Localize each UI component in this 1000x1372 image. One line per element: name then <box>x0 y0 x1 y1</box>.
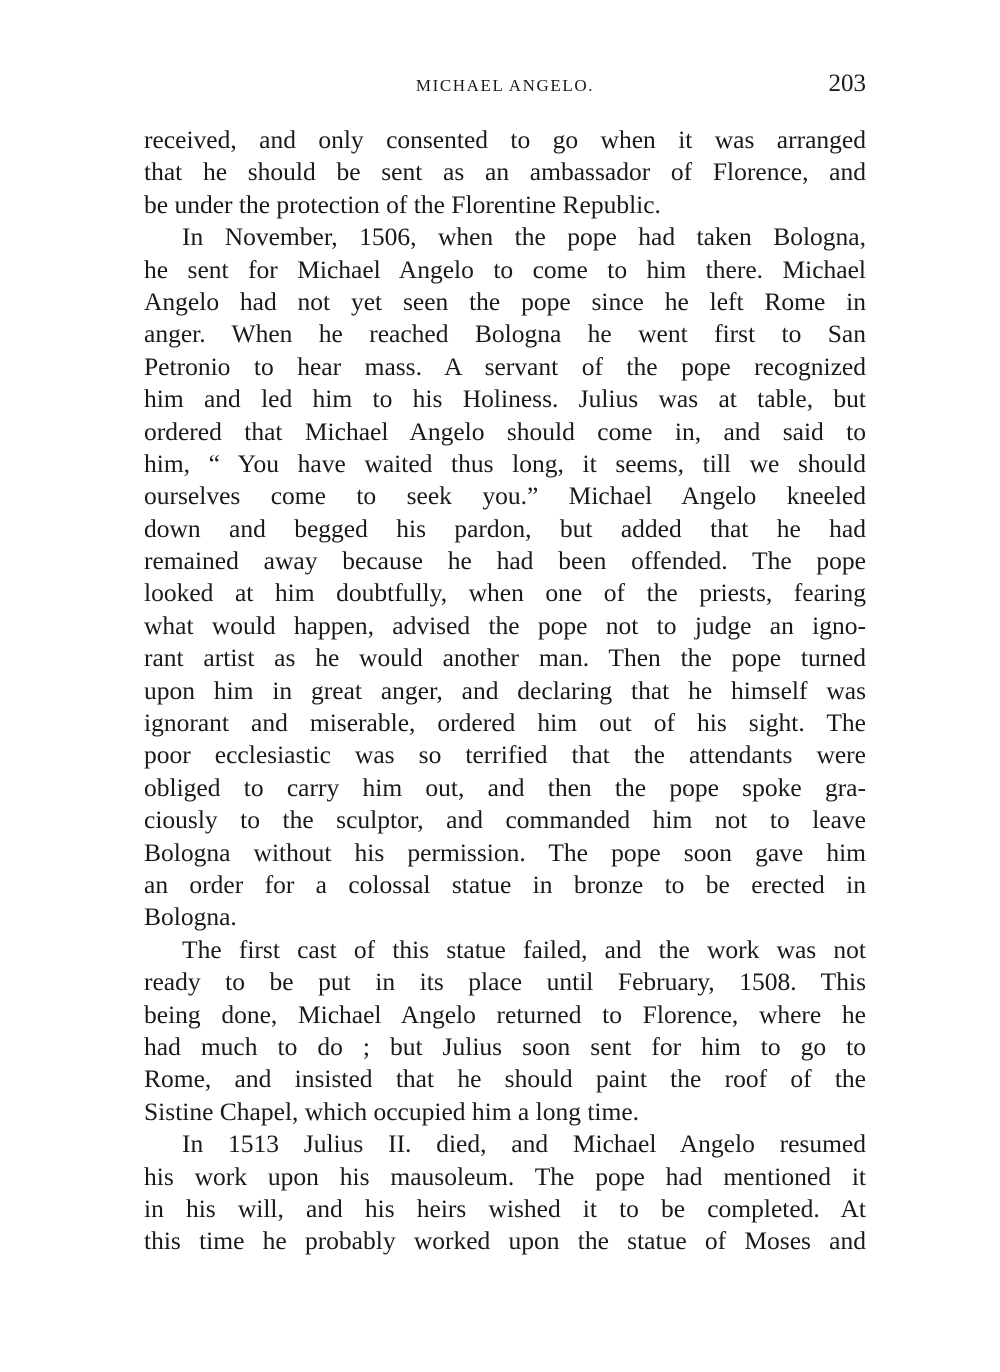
text-line: Angelo had not yet seen the pope since he left Rome in <box>144 286 866 316</box>
text-line: in his will, and his heirs wished it to be completed. At <box>144 1193 866 1223</box>
text-line: anger. When he reached Bologna he went first to San <box>144 319 866 349</box>
text-line: be under the protection of the Florentine Republic. <box>144 189 661 219</box>
text-line: ordered that Michael Angelo should come in, and said to <box>144 416 866 446</box>
text-line: remained away because he had been offended. The pope <box>144 546 866 576</box>
text-line: Sistine Chapel, which occupied him a long time. <box>144 1096 640 1126</box>
text-line: rant artist as he would another man. Then the pope turned <box>144 643 866 673</box>
text-line: ignorant and miserable, ordered him out of his sight. The <box>144 708 866 738</box>
running-head <box>144 68 866 108</box>
text-line: this time he probably worked upon the statue of Moses and <box>144 1226 866 1256</box>
text-line: him and led him to his Holiness. Julius was at table, but <box>144 384 866 414</box>
text-line: obliged to carry him out, and then the pope spoke gra- <box>144 772 866 802</box>
text-line: that he should be sent as an ambassador of Florence, and <box>144 157 866 187</box>
text-line: Bologna. <box>144 902 237 932</box>
text-line: Bologna without his permission. The pope soon gave him <box>144 837 866 867</box>
text-line: down and begged his pardon, but added that he had <box>144 513 866 543</box>
text-line: looked at him doubtfully, when one of the priests, fearing <box>144 578 866 608</box>
body-text <box>144 124 866 1258</box>
text-line: The first cast of this statue failed, and the work was not <box>182 934 866 964</box>
text-line: Petronio to hear mass. A servant of the pope recognized <box>144 351 866 381</box>
text-line: ciously to the sculptor, and commanded him not to leave <box>144 805 866 835</box>
text-line: poor ecclesiastic was so terrified that the attendants were <box>144 740 866 770</box>
text-line: an order for a colossal statue in bronze to be erected in <box>144 869 866 899</box>
text-line: upon him in great anger, and declaring that he himself was <box>144 675 866 705</box>
page-number: 203 <box>828 70 866 97</box>
text-line: what would happen, advised the pope not to judge an igno- <box>144 610 866 640</box>
text-line: In 1513 Julius II. died, and Michael Angelo resumed <box>182 1129 866 1159</box>
text-line: ourselves come to seek you.” Michael Angelo kneeled <box>144 481 866 511</box>
running-title: MICHAEL ANGELO. <box>415 76 595 95</box>
text-line: In November, 1506, when the pope had taken Bologna, <box>182 222 866 252</box>
text-line: being done, Michael Angelo returned to Florence, where he <box>144 999 866 1029</box>
text-line: he sent for Michael Angelo to come to him there. Michael <box>144 254 866 284</box>
text-line: received, and only consented to go when it was arranged <box>144 125 866 154</box>
text-line: had much to do ; but Julius soon sent for him to go to <box>144 1031 866 1061</box>
text-line: Rome, and insisted that he should paint the roof of the <box>144 1064 866 1094</box>
text-line: ready to be put in its place until February, 1508. This <box>144 967 866 997</box>
text-line: him, “ You have waited thus long, it seems, till we should <box>144 448 866 478</box>
text-line: his work upon his mausoleum. The pope had mentioned it <box>144 1161 866 1191</box>
